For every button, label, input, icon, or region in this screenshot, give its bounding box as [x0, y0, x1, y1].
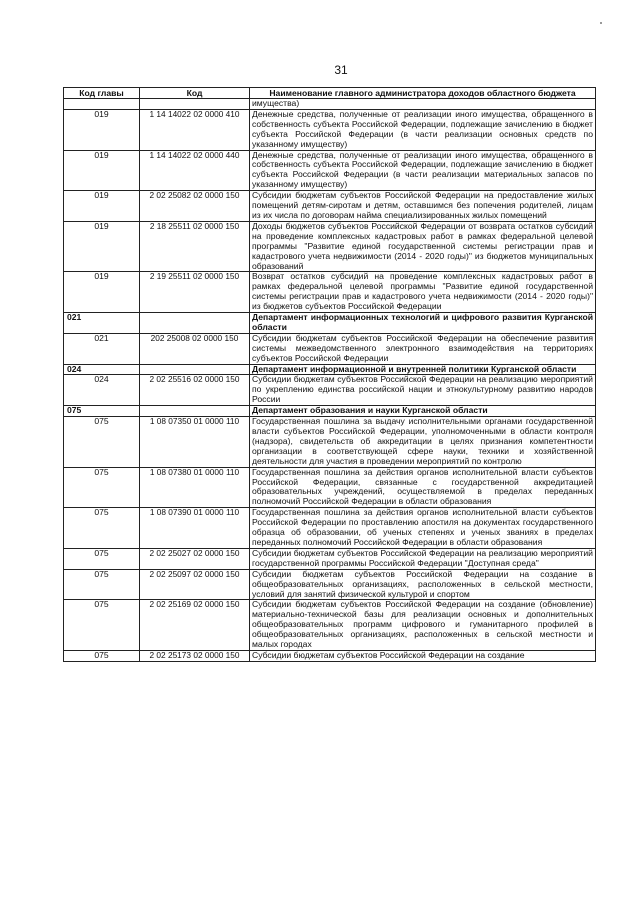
chapter-code-cell: 019 [64, 191, 140, 222]
name-cell: Департамент информационной и внутренней политики Курганской области [250, 364, 596, 375]
name-cell: Денежные средства, полученные от реализации иного имущества, обращенного в собственность субъекта Российской Федерации, подлежащие зачислению в бюджет субъекта Российской Федерации (в части реализации основных средств по указанному имуществу) [250, 109, 596, 150]
chapter-code-cell: 019 [64, 221, 140, 272]
header-chapter-code: Код главы [64, 88, 140, 99]
code-cell [140, 99, 250, 110]
chapter-code-cell: 075 [64, 467, 140, 508]
chapter-code-cell: 075 [64, 650, 140, 661]
chapter-code-cell [64, 99, 140, 110]
code-cell: 2 02 25082 02 0000 150 [140, 191, 250, 222]
chapter-code-cell: 075 [64, 508, 140, 549]
chapter-code-cell: 021 [64, 333, 140, 364]
code-cell: 2 19 25511 02 0000 150 [140, 272, 250, 313]
table-row [64, 548, 596, 569]
department-row [64, 313, 596, 334]
chapter-code-cell: 075 [64, 569, 140, 600]
name-cell: Субсидии бюджетам субъектов Российской Федерации на предоставление жилых помещений детям-сиротам и детям, оставшимся без попечения родителей, лицам из их числа по договорам найма специализированных жилых помещений [250, 191, 596, 222]
code-cell: 1 08 07380 01 0000 110 [140, 467, 250, 508]
name-cell: Доходы бюджетов субъектов Российской Федерации от возврата остатков субсидий на проведение комплексных кадастровых работ в рамках федеральной целевой программы "Развитие единой государственной системы регистрации прав и кадастрового учета недвижимости (2014 - 2020 годы)" из бюджетов муниципальных образований [250, 221, 596, 272]
table-row [64, 375, 596, 406]
header-code: Код [140, 88, 250, 99]
chapter-code-cell: 075 [64, 406, 140, 417]
department-row [64, 406, 596, 417]
code-cell: 2 02 25173 02 0000 150 [140, 650, 250, 661]
name-cell: Государственная пошлина за действия органов исполнительной власти субъектов Российской Федерации по проставлению апостиля на документах государственного образца об образовании, об ученых степенях и ученых званиях в пределах переданных полномочий Российской Федерации в области образования [250, 508, 596, 549]
table-row [64, 99, 596, 110]
name-cell: Департамент образования и науки Курганской области [250, 406, 596, 417]
revenue-administrators-table [63, 87, 596, 662]
table-row [64, 650, 596, 661]
table-row [64, 333, 596, 364]
name-cell: Возврат остатков субсидий на проведение комплексных кадастровых работ в рамках федеральной целевой программы "Развитие единой государственной системы регистрации прав и кадастрового учета недвижимости (2014 - 2020 годы)" из бюджетов субъектов Российской Федерации [250, 272, 596, 313]
chapter-code-cell: 075 [64, 600, 140, 651]
chapter-code-cell: 019 [64, 109, 140, 150]
header-administrator-name: Наименование главного администратора доходов областного бюджета [250, 88, 596, 99]
name-cell: Департамент информационных технологий и цифрового развития Курганской области [250, 313, 596, 334]
table-row [64, 569, 596, 600]
table-row [64, 508, 596, 549]
code-cell [140, 313, 250, 334]
chapter-code-cell: 021 [64, 313, 140, 334]
table-row [64, 150, 596, 191]
code-cell: 2 02 25097 02 0000 150 [140, 569, 250, 600]
table-row [64, 467, 596, 508]
code-cell: 2 02 25027 02 0000 150 [140, 548, 250, 569]
chapter-code-cell: 075 [64, 417, 140, 468]
name-cell: Денежные средства, полученные от реализации иного имущества, обращенного в собственность субъекта Российской Федерации, подлежащие зачислению в бюджет субъекта Российской Федерации (в части реализации материальных запасов по указанному имуществу) [250, 150, 596, 191]
code-cell: 1 08 07350 01 0000 110 [140, 417, 250, 468]
name-cell: Субсидии бюджетам субъектов Российской Федерации на реализацию мероприятий по укреплению единства российской нации и этнокультурному развитию народов России [250, 375, 596, 406]
department-row [64, 364, 596, 375]
table-row [64, 272, 596, 313]
name-cell: Государственная пошлина за действия органов исполнительной власти субъектов Российской Федерации, связанные с государственной аккредитацией образовательных учреждений, осуществляемой в пределах переданных полномочий Российской Федерации в области образования [250, 467, 596, 508]
name-cell: Субсидии бюджетам субъектов Российской Федерации на реализацию мероприятий государственной программы Российской Федерации "Доступная среда" [250, 548, 596, 569]
name-cell: имущества) [250, 99, 596, 110]
name-cell: Субсидии бюджетам субъектов Российской Федерации на создание (обновление) материально-технической базы для реализации основных и дополнительных общеобразовательных программ цифрового и гуманитарного профилей в общеобразовательных организациях, расположенных в сельской местности и малых городах [250, 600, 596, 651]
code-cell: 1 08 07390 01 0000 110 [140, 508, 250, 549]
code-cell: 1 14 14022 02 0000 410 [140, 109, 250, 150]
table-row [64, 221, 596, 272]
code-cell: 2 18 25511 02 0000 150 [140, 221, 250, 272]
name-cell: Государственная пошлина за выдачу исполнительными органами государственной власти субъектов Российской Федерации, уполномоченными в области контроля (надзора), свидетельств об аккредитации в целях признания компетентности организации в соответствующей сфере науки, техники и хозяйственной деятельности для участия в проведении мероприятий по контролю [250, 417, 596, 468]
name-cell: Субсидии бюджетам субъектов Российской Федерации на создание в общеобразовательных организациях, расположенных в сельской местности, условий для занятий физической культурой и спортом [250, 569, 596, 600]
code-cell [140, 364, 250, 375]
name-cell: Субсидии бюджетам субъектов Российской Федерации на создание [250, 650, 596, 661]
code-cell: 202 25008 02 0000 150 [140, 333, 250, 364]
table-body [64, 99, 596, 662]
table-row [64, 417, 596, 468]
chapter-code-cell: 019 [64, 150, 140, 191]
page-number: 31 [334, 63, 348, 77]
code-cell: 2 02 25516 02 0000 150 [140, 375, 250, 406]
table-row [64, 600, 596, 651]
scan-speck [600, 22, 602, 24]
code-cell: 1 14 14022 02 0000 440 [140, 150, 250, 191]
chapter-code-cell: 024 [64, 364, 140, 375]
chapter-code-cell: 075 [64, 548, 140, 569]
name-cell: Субсидии бюджетам субъектов Российской Федерации на обеспечение развития системы межведомственного электронного взаимодействия на территориях субъектов Российской Федерации [250, 333, 596, 364]
table-header [64, 88, 596, 99]
chapter-code-cell: 024 [64, 375, 140, 406]
code-cell: 2 02 25169 02 0000 150 [140, 600, 250, 651]
table-row [64, 191, 596, 222]
table-row [64, 109, 596, 150]
chapter-code-cell: 019 [64, 272, 140, 313]
table-header-row [64, 88, 596, 99]
code-cell [140, 406, 250, 417]
